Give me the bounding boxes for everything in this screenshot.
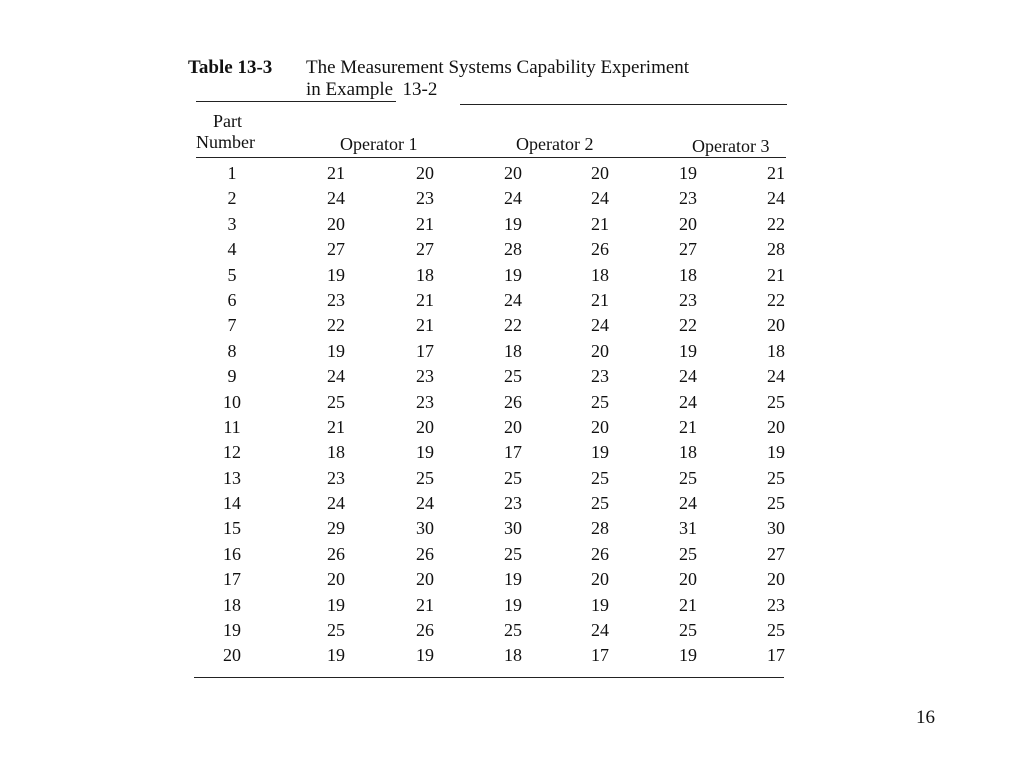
table-cell-op3-trial2: 20 (767, 569, 785, 590)
table-row (0, 264, 1024, 289)
table-cell-op1-trial1: 19 (327, 645, 345, 666)
table-cell-op1-trial1: 20 (327, 213, 345, 234)
table-cell-op1-trial2: 19 (416, 645, 434, 666)
table-cell-op1-trial2: 20 (416, 569, 434, 590)
table-cell-op3-trial1: 19 (679, 645, 697, 666)
header-operator-1: Operator 1 (340, 134, 418, 154)
table-cell-op2-trial2: 24 (591, 188, 609, 209)
table-cell-part-number: 12 (223, 442, 241, 463)
table-cell-part-number: 4 (227, 239, 237, 260)
header-operator-2: Operator 2 (516, 134, 594, 154)
table-cell-op3-trial1: 18 (679, 264, 697, 285)
header-rule (196, 157, 786, 158)
table-cell-op1-trial2: 17 (416, 340, 434, 361)
table-cell-part-number: 14 (223, 493, 241, 514)
table-cell-op3-trial2: 28 (767, 239, 785, 260)
table-cell-op2-trial2: 21 (591, 213, 609, 234)
table-row (0, 314, 1024, 339)
table-cell-op2-trial2: 26 (591, 239, 609, 260)
table-cell-op1-trial1: 24 (327, 493, 345, 514)
table-cell-op2-trial2: 24 (591, 315, 609, 336)
table-cell-op1-trial2: 26 (416, 620, 434, 641)
table-cell-op3-trial2: 20 (767, 416, 785, 437)
table-cell-op2-trial1: 19 (504, 569, 522, 590)
table-cell-op2-trial2: 18 (591, 264, 609, 285)
table-cell-part-number: 15 (223, 518, 241, 539)
table-cell-op2-trial2: 24 (591, 620, 609, 641)
table-cell-part-number: 6 (227, 289, 237, 310)
table-cell-part-number: 18 (223, 594, 241, 615)
table-cell-op3-trial2: 22 (767, 213, 785, 234)
table-cell-op2-trial2: 19 (591, 442, 609, 463)
table-cell-op2-trial1: 24 (504, 289, 522, 310)
table-cell-op1-trial1: 20 (327, 569, 345, 590)
table-cell-op3-trial2: 27 (767, 543, 785, 564)
table-cell-op3-trial2: 23 (767, 594, 785, 615)
table-cell-op3-trial1: 19 (679, 340, 697, 361)
table-cell-part-number: 2 (227, 188, 237, 209)
table-cell-op2-trial2: 19 (591, 594, 609, 615)
table-cell-op2-trial1: 25 (504, 620, 522, 641)
table-cell-op2-trial2: 23 (591, 366, 609, 387)
top-rule-left (196, 101, 396, 102)
table-cell-op2-trial1: 30 (504, 518, 522, 539)
table-cell-op2-trial2: 17 (591, 645, 609, 666)
table-cell-op3-trial1: 19 (679, 163, 697, 183)
table-body (0, 162, 1024, 670)
table-cell-op1-trial1: 23 (327, 467, 345, 488)
table-row (0, 568, 1024, 593)
table-cell-part-number: 3 (227, 213, 237, 234)
table-cell-op3-trial2: 17 (767, 645, 785, 666)
table-cell-op1-trial2: 23 (416, 391, 434, 412)
table-cell-op2-trial2: 26 (591, 543, 609, 564)
table-cell-op2-trial1: 18 (504, 645, 522, 666)
table-row (0, 416, 1024, 441)
table-cell-op3-trial1: 25 (679, 543, 697, 564)
table-row (0, 391, 1024, 416)
table-cell-op3-trial1: 18 (679, 442, 697, 463)
table-cell-op3-trial2: 24 (767, 366, 785, 387)
table-cell-op1-trial2: 20 (416, 416, 434, 437)
table-row (0, 467, 1024, 492)
table-cell-op2-trial1: 20 (504, 416, 522, 437)
table-cell-op3-trial2: 19 (767, 442, 785, 463)
table-cell-op3-trial1: 23 (679, 188, 697, 209)
table-cell-op1-trial2: 23 (416, 366, 434, 387)
table-cell-op1-trial1: 24 (327, 366, 345, 387)
table-cell-op2-trial1: 20 (504, 163, 522, 183)
table-cell-op3-trial1: 21 (679, 416, 697, 437)
table-cell-op1-trial1: 24 (327, 188, 345, 209)
table-cell-op1-trial2: 25 (416, 467, 434, 488)
table-cell-op3-trial2: 18 (767, 340, 785, 361)
table-cell-op2-trial2: 20 (591, 340, 609, 361)
table-cell-op3-trial1: 24 (679, 366, 697, 387)
table-row (0, 619, 1024, 644)
table-row (0, 492, 1024, 517)
table-cell-op1-trial1: 25 (327, 391, 345, 412)
table-cell-op1-trial2: 26 (416, 543, 434, 564)
table-cell-op3-trial2: 25 (767, 467, 785, 488)
table-cell-part-number: 20 (223, 645, 241, 666)
table-cell-op3-trial2: 20 (767, 315, 785, 336)
table-label: Table 13-3 (188, 57, 273, 78)
table-cell-op2-trial1: 25 (504, 366, 522, 387)
table-cell-op1-trial2: 27 (416, 239, 434, 260)
table-cell-op1-trial1: 25 (327, 620, 345, 641)
table-cell-op3-trial1: 27 (679, 239, 697, 260)
table-title (306, 57, 689, 101)
table-cell-op3-trial1: 25 (679, 467, 697, 488)
table-cell-op2-trial2: 25 (591, 391, 609, 412)
table-cell-op3-trial1: 21 (679, 594, 697, 615)
table-cell-op1-trial1: 19 (327, 340, 345, 361)
table-cell-part-number: 5 (227, 264, 237, 285)
table-cell-op1-trial2: 18 (416, 264, 434, 285)
page-number: 16 (916, 707, 935, 728)
table-cell-op2-trial1: 19 (504, 594, 522, 615)
top-rule-right (460, 104, 787, 105)
table-row (0, 517, 1024, 542)
table-cell-op3-trial2: 21 (767, 163, 785, 183)
table-cell-op2-trial1: 25 (504, 467, 522, 488)
table-cell-op3-trial2: 25 (767, 620, 785, 641)
table-cell-op3-trial2: 25 (767, 493, 785, 514)
table-cell-op3-trial1: 20 (679, 569, 697, 590)
table-cell-op2-trial1: 26 (504, 391, 522, 412)
table-cell-op1-trial2: 21 (416, 213, 434, 234)
table-cell-op3-trial1: 24 (679, 391, 697, 412)
table-cell-op3-trial1: 25 (679, 620, 697, 641)
table-cell-op3-trial1: 20 (679, 213, 697, 234)
table-cell-op1-trial2: 20 (416, 163, 434, 183)
table-cell-op3-trial2: 30 (767, 518, 785, 539)
table-cell-op1-trial1: 23 (327, 289, 345, 310)
table-row (0, 543, 1024, 568)
table-cell-op2-trial2: 25 (591, 467, 609, 488)
table-row (0, 365, 1024, 390)
table-cell-op1-trial1: 21 (327, 416, 345, 437)
table-cell-op2-trial1: 24 (504, 188, 522, 209)
table-cell-part-number: 9 (227, 366, 237, 387)
table-cell-op2-trial1: 18 (504, 340, 522, 361)
table-row (0, 187, 1024, 212)
table-cell-op3-trial1: 22 (679, 315, 697, 336)
table-cell-op1-trial1: 26 (327, 543, 345, 564)
table-cell-part-number: 7 (227, 315, 237, 336)
table-row (0, 162, 1024, 187)
table-cell-op2-trial2: 28 (591, 518, 609, 539)
table-cell-op2-trial1: 19 (504, 213, 522, 234)
table-cell-op2-trial1: 23 (504, 493, 522, 514)
table-cell-op2-trial2: 20 (591, 416, 609, 437)
table-cell-op2-trial1: 22 (504, 315, 522, 336)
table-cell-op1-trial1: 22 (327, 315, 345, 336)
table-cell-op1-trial2: 24 (416, 493, 434, 514)
header-number: Number (196, 132, 255, 152)
table-row (0, 644, 1024, 669)
table-cell-op3-trial1: 24 (679, 493, 697, 514)
table-cell-op2-trial2: 20 (591, 163, 609, 183)
table-cell-op2-trial1: 25 (504, 543, 522, 564)
table-cell-op1-trial2: 21 (416, 289, 434, 310)
header-part: Part (213, 111, 242, 131)
table-cell-op2-trial1: 19 (504, 264, 522, 285)
table-cell-part-number: 17 (223, 569, 241, 590)
table-cell-part-number: 19 (223, 620, 241, 641)
table-cell-op2-trial2: 25 (591, 493, 609, 514)
table-cell-op3-trial2: 21 (767, 264, 785, 285)
table-cell-op1-trial2: 21 (416, 315, 434, 336)
bottom-rule (194, 677, 784, 678)
table-cell-part-number: 13 (223, 467, 241, 488)
table-cell-op3-trial2: 25 (767, 391, 785, 412)
table-cell-op1-trial2: 30 (416, 518, 434, 539)
table-cell-op1-trial2: 19 (416, 442, 434, 463)
table-cell-op2-trial2: 20 (591, 569, 609, 590)
table-row (0, 594, 1024, 619)
table-cell-op1-trial1: 27 (327, 239, 345, 260)
table-cell-op1-trial1: 18 (327, 442, 345, 463)
table-title-line-2: in Example 13-2 (306, 79, 438, 100)
table-row (0, 238, 1024, 263)
table-cell-part-number: 1 (227, 163, 237, 183)
table-cell-part-number: 8 (227, 340, 237, 361)
table-cell-op2-trial1: 28 (504, 239, 522, 260)
table-cell-op3-trial1: 31 (679, 518, 697, 539)
header-operator-3: Operator 3 (692, 136, 770, 156)
table-cell-op3-trial2: 22 (767, 289, 785, 310)
table-cell-op1-trial1: 29 (327, 518, 345, 539)
table-cell-part-number: 11 (223, 416, 241, 437)
table-cell-op1-trial2: 23 (416, 188, 434, 209)
table-title-line-1: The Measurement Systems Capability Experiment (306, 57, 690, 78)
table-cell-op3-trial2: 24 (767, 188, 785, 209)
table-cell-op1-trial1: 19 (327, 594, 345, 615)
table-cell-op2-trial2: 21 (591, 289, 609, 310)
table-cell-part-number: 16 (223, 543, 241, 564)
table-cell-op3-trial1: 23 (679, 289, 697, 310)
table-cell-op1-trial1: 21 (327, 163, 345, 183)
table-row (0, 340, 1024, 365)
table-cell-op1-trial2: 21 (416, 594, 434, 615)
table-row (0, 289, 1024, 314)
table-row (0, 441, 1024, 466)
table-cell-part-number: 10 (223, 391, 241, 412)
table-cell-op2-trial1: 17 (504, 442, 522, 463)
table-cell-op1-trial1: 19 (327, 264, 345, 285)
table-row (0, 213, 1024, 238)
